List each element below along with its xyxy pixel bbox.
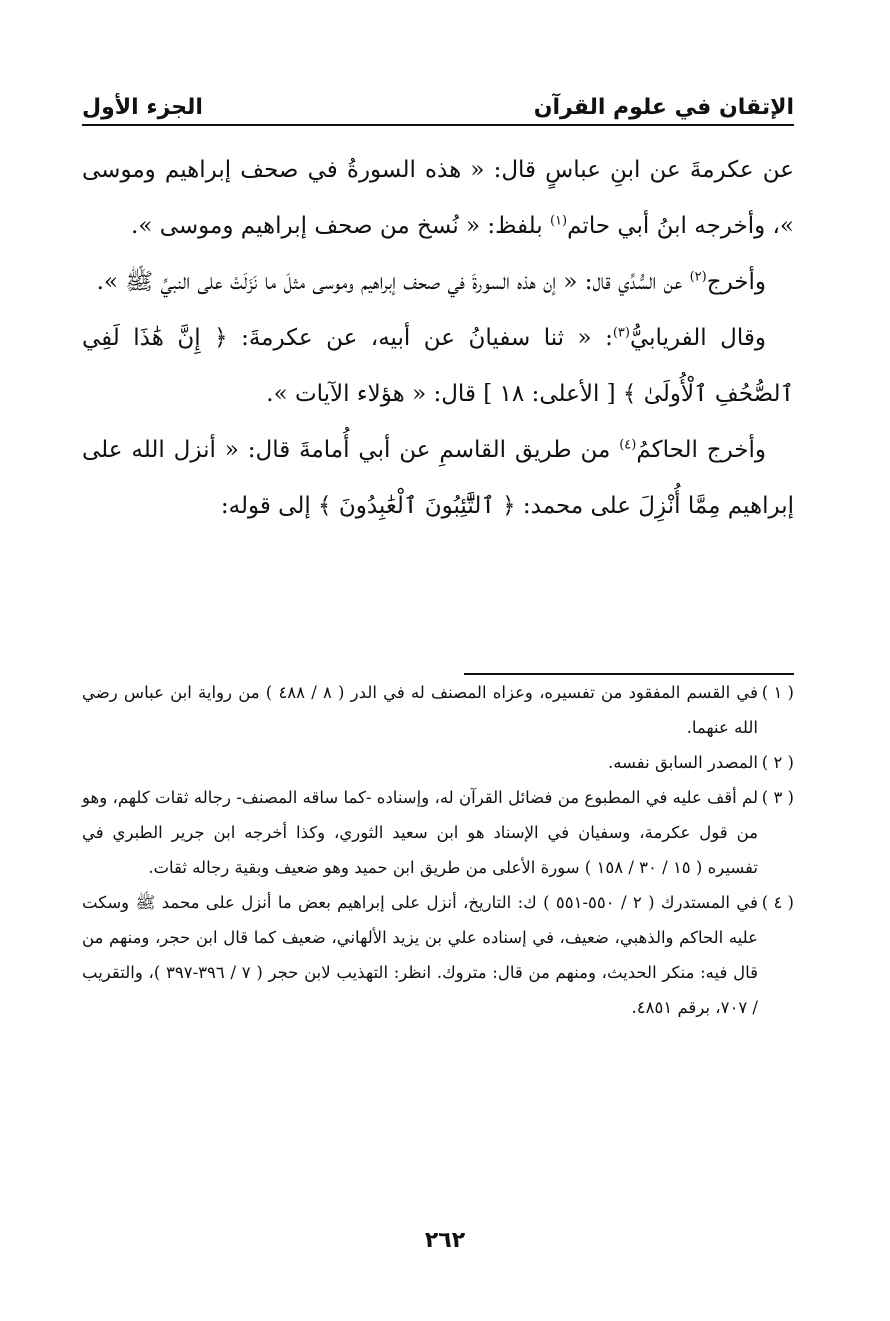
volume-label: الجزء الأول <box>82 95 203 120</box>
footnote-text: في المستدرك ( ٢ / ٥٥٠-٥٥١ ) ك: التاريخ، أنزل على إبراهيم بعض ما أنزل على محمد ﷺ وسكت عليه الحاكم والذهبي، ضعيف، في إسناده علي بن يزيد الألهاني، ضعيف كما قال ابن حجر، ومنهم من قال فيه: منكر الحديث، ومنهم من قال: متروك. انظر: التهذيب لابن حجر ( ٧ / ٣٩٦-٣٩٧ )، والتقريب / ٧٠٧، برقم ٤٨٥١. <box>82 893 758 1017</box>
paragraph-4: وأخرج الحاكمُ$^{(٤)}$ من طريق القاسمِ عن أبي أُمامةَ قال: « أنزل الله على إبراهيم مِمَّا أُنْزِلَ على محمد: ﴿ ٱلتَّٰٓئِبُونَ ٱلْعَٰبِدُونَ ﴾ إلى قوله: <box>82 437 794 519</box>
book-title: الإتقان في علوم القرآن <box>533 95 794 120</box>
footnote-4 <box>82 885 794 1025</box>
footnote-3 <box>82 780 794 885</box>
footnote-1 <box>82 675 794 745</box>
main-text <box>82 142 794 534</box>
footnote-number: ( ٤ ) <box>761 893 794 912</box>
footnote-ref-4[interactable]: (٤) <box>619 437 637 453</box>
footnote-text: المصدر السابق نفسه. <box>607 753 758 772</box>
page-number: ٢٦٢ <box>424 1228 466 1253</box>
paragraph-2: وأخرج$^{(٢)}$ عن السُّدِّي قال: « إن هذه السورةَ في صحف إبراهيم وموسى مثلَ ما نَزَلَتْ على النبيِّ ﷺ ». <box>96 269 766 295</box>
footnote-ref-1[interactable]: (١) <box>549 213 568 229</box>
footnote-ref-3[interactable]: (٣) <box>612 325 630 341</box>
footnote-text: لم أقف عليه في المطبوع من فضائل القرآن له، وإسناده -كما ساقه المصنف- رجاله ثقات كلهم، وهو من قول عكرمة، وسفيان في الإسناد هو ابن سعيد الثوري، وكذا أخرجه ابن جرير الطبري في تفسيره ( ١٥ / ٣٠ / ١٥٨ ) سورة الأعلى من طريق ابن حميد وهو ضعيف وبقية رجاله ثقات. <box>82 788 758 877</box>
footnote-number: ( ٢ ) <box>761 753 794 772</box>
footnote-2 <box>82 745 794 780</box>
paragraph-1: عن عكرمةَ عن ابنِ عباسٍ قال: « هذه السورةُ في صحف إبراهيم وموسى »، وأخرجه ابنُ أبي حاتم$^{(١)}$ بلفظ: « نُسخ من صحف إبراهيم وموسى ». <box>82 157 794 239</box>
running-header <box>82 76 794 126</box>
paragraph-3: وقال الفريابيُّ$^{(٣)}$: « ثنا سفيانُ عن أبيه، عن عكرمةَ: ﴿ إِنَّ هَٰذَا لَفِي ٱلصُّحُفِ ٱلْأُولَىٰ ﴾ [ الأعلى: ١٨ ] قال: « هؤلاء الآيات ». <box>82 325 794 407</box>
footnote-ref-2[interactable]: (٢) <box>689 269 707 285</box>
footnote-text: في القسم المفقود من تفسيره، وعزاه المصنف له في الدر ( ٨ / ٤٨٨ ) من رواية ابن عباس رضي الله عنهما. <box>82 683 758 737</box>
footnote-number: ( ١ ) <box>761 683 794 702</box>
footnotes <box>82 675 794 1025</box>
footnote-number: ( ٣ ) <box>761 788 794 807</box>
